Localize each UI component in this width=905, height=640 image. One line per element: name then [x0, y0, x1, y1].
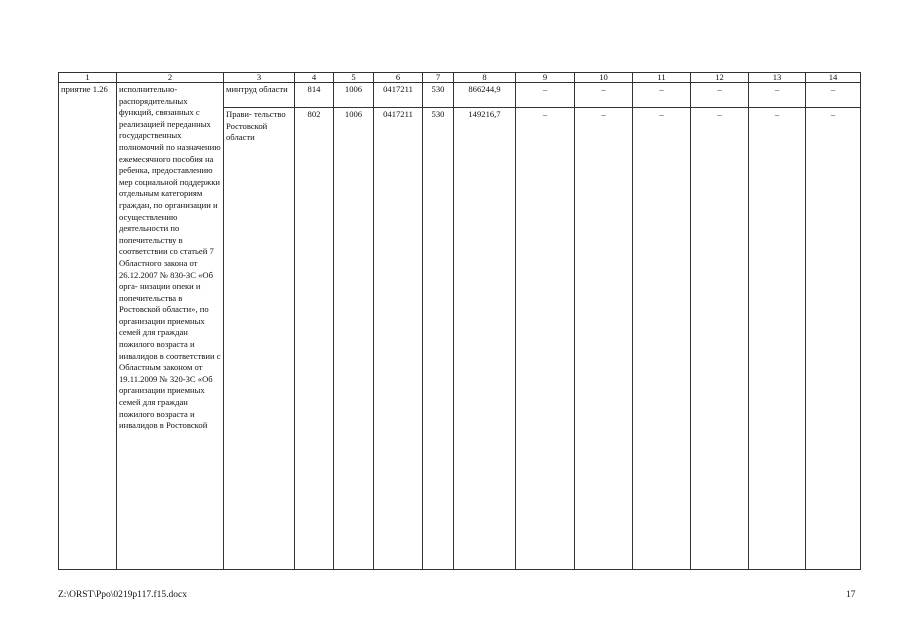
table-cell: 1006 [334, 83, 374, 108]
column-header: 13 [749, 73, 806, 83]
column-header: 4 [295, 73, 334, 83]
item-number: приятие 1.26 [59, 83, 117, 570]
measure-description: исполнительно- распорядительных функций, связанных с реализацией переданных государственных полномочий по назначению ежемесячного пособия на ребенка, предоставлению мер социальной поддержки отдельным категориям граждан, по организации и осуществлению деятельности по попечительству в соответствии со статьей 7 Областного закона от 26.12.2007 № 830-ЗС «Об орга- низации опеки и попечительства в Ростовской области», по организации приемных семей для граждан пожилого возраста и инвалидов в соответствии с Областным законом от 19.11.2009 № 320-ЗС «Об организации приемных семей для граждан пожилого возраста и инвалидов в Ростовской [117, 83, 224, 570]
table-cell: – [806, 83, 861, 108]
column-header: 10 [575, 73, 633, 83]
column-header: 2 [117, 73, 224, 83]
table-cell: – [749, 83, 806, 108]
table-cell: 0417211 [374, 108, 423, 570]
table-cell: 0417211 [374, 83, 423, 108]
table-row [59, 83, 861, 108]
amount-cell: 866244,9 [454, 83, 516, 108]
file-path-footer: Z:\ORST\Ppo\0219p117.f15.docx [58, 590, 187, 600]
amount-cell: 149216,7 [454, 108, 516, 570]
column-header: 14 [806, 73, 861, 83]
table-cell: 814 [295, 83, 334, 108]
budget-table [58, 72, 861, 570]
page-number: 17 [846, 590, 856, 600]
table-cell: – [691, 83, 749, 108]
table-cell: – [691, 108, 749, 570]
organization-cell: минтруд области [224, 83, 295, 108]
column-header: 1 [59, 73, 117, 83]
table-cell: 530 [423, 108, 454, 570]
column-header: 9 [516, 73, 575, 83]
table-cell: – [575, 108, 633, 570]
table-cell: 802 [295, 108, 334, 570]
table-cell: – [749, 108, 806, 570]
table-cell: – [633, 83, 691, 108]
column-header: 5 [334, 73, 374, 83]
column-header: 6 [374, 73, 423, 83]
column-header: 8 [454, 73, 516, 83]
table-cell: 1006 [334, 108, 374, 570]
table-cell: 530 [423, 83, 454, 108]
table-cell: – [575, 83, 633, 108]
column-number-row [59, 73, 861, 83]
table-cell: – [516, 83, 575, 108]
organization-cell: Прави- тельство Ростовской области [224, 108, 295, 570]
table-cell: – [633, 108, 691, 570]
column-header: 3 [224, 73, 295, 83]
column-header: 11 [633, 73, 691, 83]
table-cell: – [806, 108, 861, 570]
column-header: 7 [423, 73, 454, 83]
column-header: 12 [691, 73, 749, 83]
table-cell: – [516, 108, 575, 570]
